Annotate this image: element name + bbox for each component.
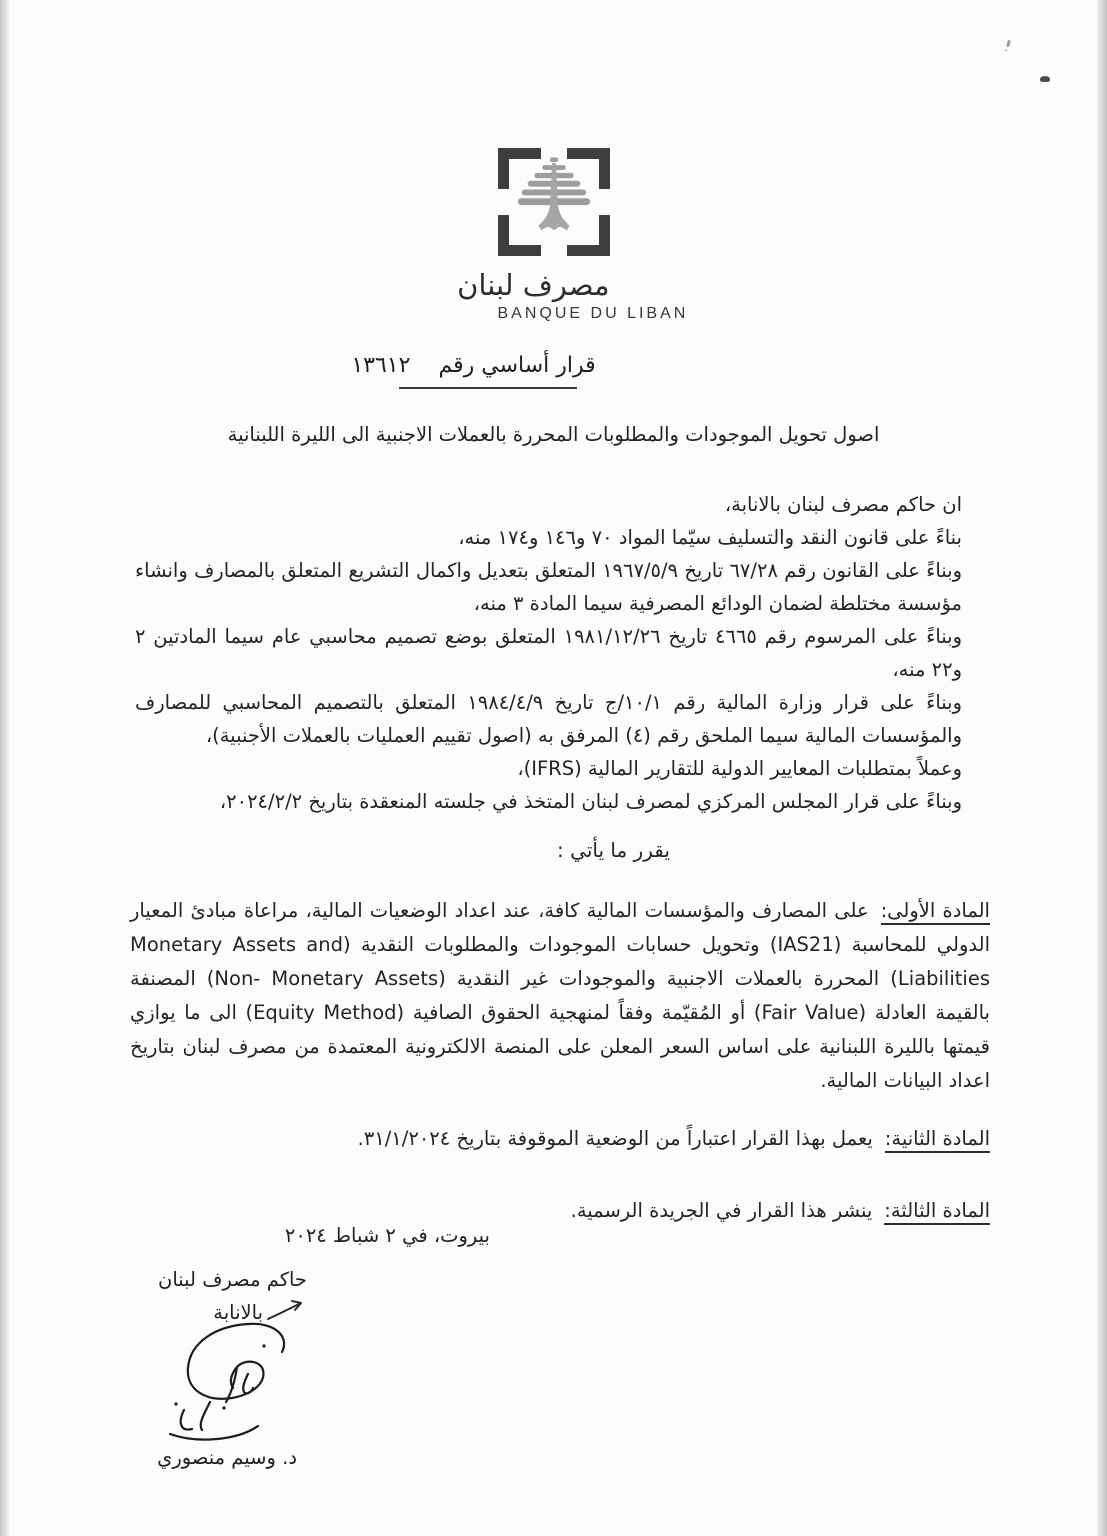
- signatory-name: د. وسيم منصوري: [157, 1446, 297, 1469]
- logo-bracket-frame: [498, 148, 610, 256]
- article-2: [130, 1122, 990, 1156]
- decision-title: [0, 353, 1027, 389]
- preamble: [135, 488, 962, 818]
- acting-capacity-label: بالانابة: [213, 1301, 263, 1324]
- title-underline-rule: [399, 387, 577, 389]
- bank-logo: [457, 148, 689, 323]
- handwritten-signature-icon: [140, 1316, 300, 1449]
- article-3-label: المادة الثالثة:: [884, 1199, 990, 1225]
- preamble-clause: وبناءً على المرسوم رقم ٤٦٦٥ تاريخ ١٩٨١/١٢/٢٦ المتعلق بوضع تصميم محاسبي عام سيما المادتين ٢ و٢٢ منه،: [135, 625, 963, 681]
- cedar-tree-icon: [516, 157, 592, 243]
- bank-name-latin: BANQUE DU LIBAN: [497, 305, 689, 322]
- article-2-text: يعمل بهذا القرار اعتباراً من الوضعية الموقوفة بتاريخ ٣١/١/٢٠٢٤.: [357, 1127, 873, 1150]
- decision-subtitle: اصول تحويل الموجودات والمطلوبات المحررة بالعملات الاجنبية الى الليرة اللبنانية: [227, 423, 880, 446]
- preamble-clause: ان حاكم مصرف لبنان بالانابة،: [724, 493, 962, 516]
- preamble-clause: وبناءً على قرار المجلس المركزي لمصرف لبنان المتخذ في جلسته المنعقدة بتاريخ ٢٠٢٤/٢/٢،: [219, 790, 962, 813]
- preamble-clause: وبناءً على قرار وزارة المالية رقم ١٠/١/ج تاريخ ١٩٨٤/٤/٩ المتعلق بالتصميم المحاسبي للمصارف والمؤسسات المالية سيما الملحق رقم (٤) المرفق به (اصول تقييم العمليات بالعملات الأجنبية)،: [135, 691, 962, 747]
- preamble-clause: وعملاً بمتطلبات المعايير الدولية للتقارير المالية (IFRS)،: [517, 757, 962, 780]
- articles: [130, 894, 990, 1228]
- article-1-label: المادة الأولى:: [881, 899, 990, 925]
- scan-speck: [1006, 40, 1011, 48]
- preamble-clause: وبناءً على القانون رقم ٦٧/٢٨ تاريخ ١٩٦٧/٥/٩ المتعلق بتعديل واكمال التشريع المتعلق بالمصارف وانشاء مؤسسة مختلطة لضمان الودائع المصرفية سيما المادة ٣ منه،: [135, 559, 962, 615]
- bank-name-arabic: مصرف لبنان: [457, 268, 610, 302]
- decision-number: ١٣٦١٢: [351, 353, 411, 378]
- preamble-clause: بناءً على قانون النقد والتسليف سيّما المواد ٧٠ و١٤٦ و١٧٤ منه،: [458, 526, 962, 549]
- place-date-line: بيروت، في ٢ شباط ٢٠٢٤: [284, 1224, 490, 1247]
- scan-edge-right: [1097, 0, 1107, 1536]
- article-1: [130, 894, 990, 1098]
- signatory-title: حاكم مصرف لبنان: [158, 1268, 307, 1291]
- scan-edge-left: [0, 0, 9, 1536]
- decision-title-label: قرار أساسي رقم: [438, 353, 596, 378]
- signature-block: [138, 1224, 490, 1494]
- article-2-label: المادة الثانية:: [885, 1127, 990, 1153]
- article-3: [130, 1194, 990, 1228]
- article-1-text: على المصارف والمؤسسات المالية كافة، عند اعداد الوضعيات المالية، مراعاة مبادئ المعيار الدولي للمحاسبة (IAS21) وتحويل حسابات الموجودات والمطلوبات النقدية (Monetary Assets and Liabilities) المحررة بالعملات الاجنبية والموجودات غير النقدية (Non- Monetary Assets) المصنفة بالقيمة العادلة (Fair Value) أو المُقيّمة وفقاً لمنهجية الحقوق الصافية (Equity Method) الى ما يوازي قيمتها بالليرة اللبنانية على اساس السعر المعلن على المنصة الالكترونية المعتمدة من مصرف لبنان بتاريخ اعداد البيانات المالية.: [130, 899, 991, 1092]
- article-3-text: ينشر هذا القرار في الجريدة الرسمية.: [570, 1199, 873, 1222]
- scan-speck: [1040, 76, 1050, 82]
- decree-line: يقرر ما يأتي :: [557, 838, 670, 862]
